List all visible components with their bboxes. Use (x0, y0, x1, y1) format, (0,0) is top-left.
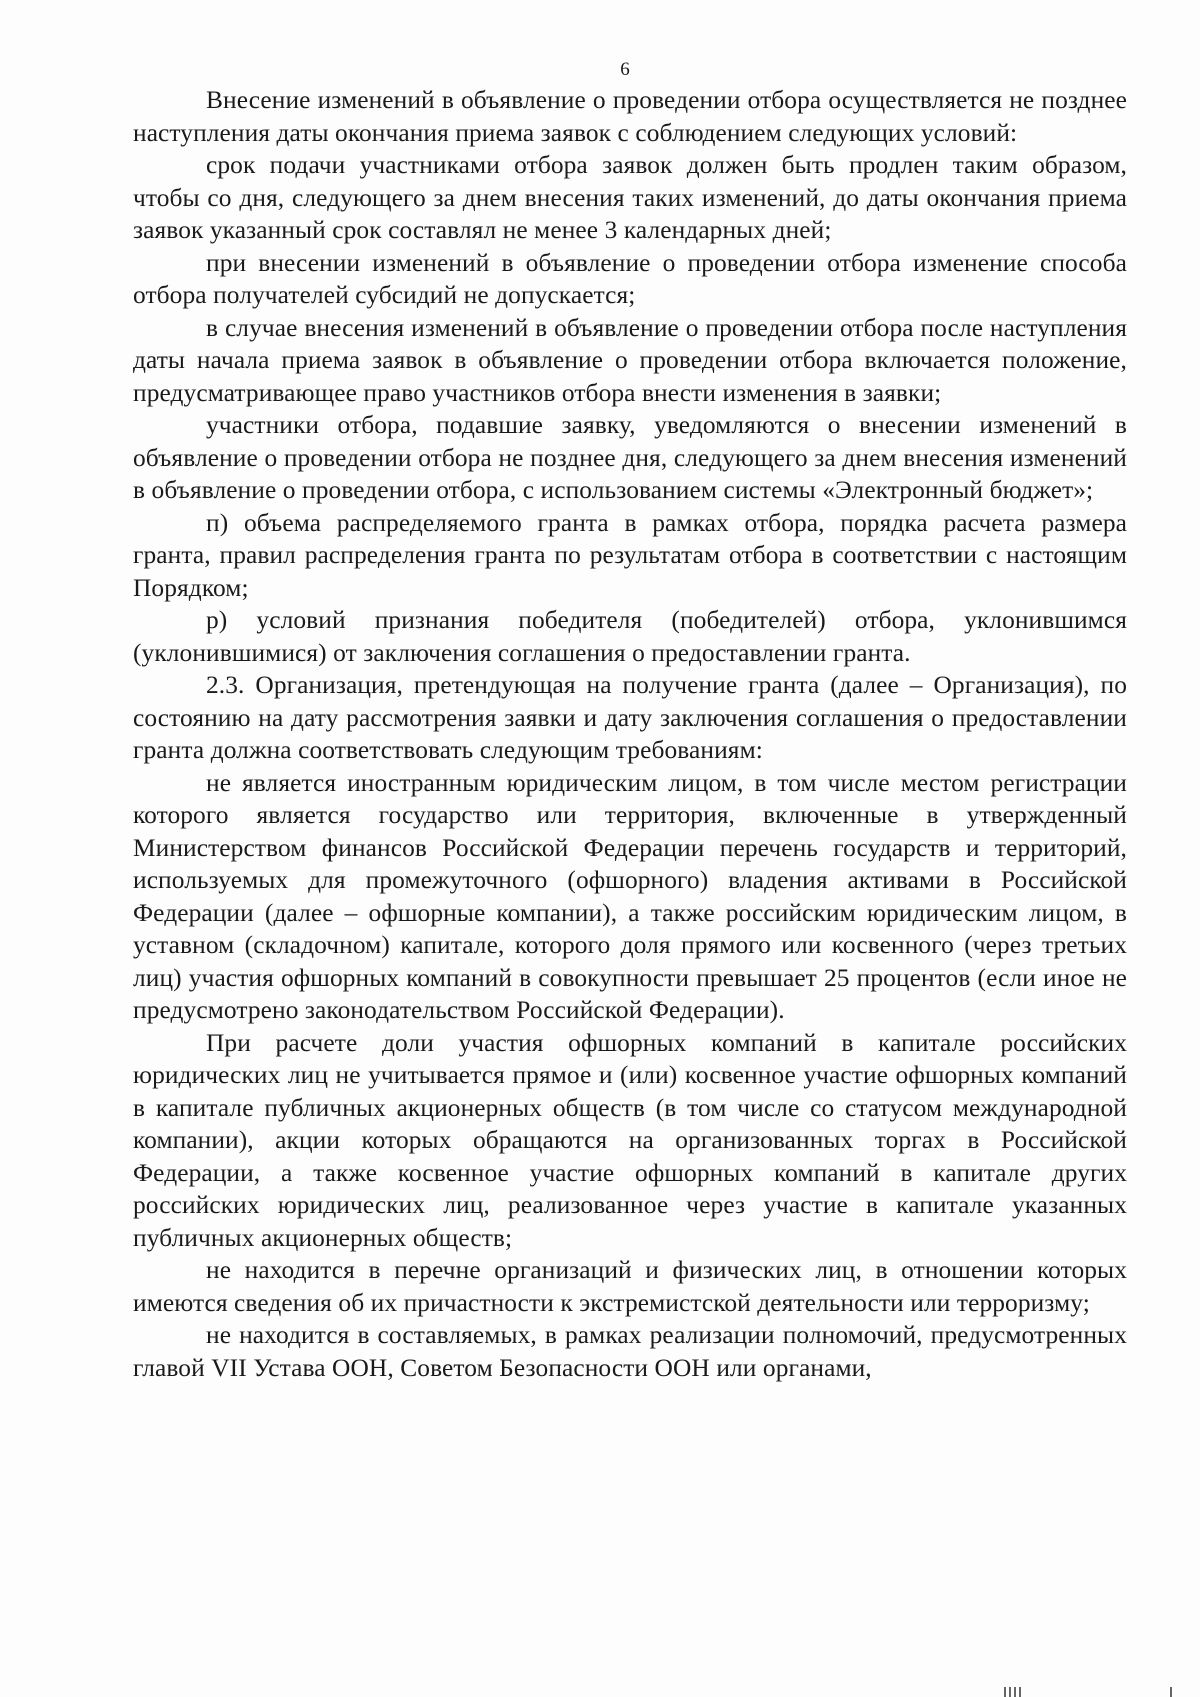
paragraph-offshore-calculation: При расчете доли участия офшорных компаний в капитале российских юридических лиц не учитывается прямое и (или) косвенное участие офшорных компаний в капитале публичных акционерных обществ (в том числе со статусом международной компании), акции которых обращаются на организованных торгах в Российской Федерации, а также косвенное участие офшорных компаний в капитале других российских юридических лиц, реализованное через участие в капитале указанных публичных акционерных обществ; (133, 1028, 1127, 1252)
paragraph-selection-method: при внесении изменений в объявление о проведении отбора изменение способа отбора получателей субсидий не допускается; (133, 248, 1127, 309)
scan-artifact-mark (1004, 1687, 1006, 1697)
document-body (133, 84, 1127, 1384)
scan-artifact-mark (1019, 1687, 1021, 1697)
paragraph-item-r: р) условий признания победителя (победителей) отбора, уклонившимся (уклонившимися) от заключения соглашения о предоставлении гранта. (133, 606, 1127, 667)
scan-artifact-mark (1170, 1687, 1172, 1697)
paragraph-foreign-entity: не является иностранным юридическим лицом, в том числе местом регистрации которого является государство или территория, включенные в утвержденный Министерством финансов Российской Федерации перечень государств и территорий, используемых для промежуточного (офшорного) владения активами в Российской Федерации (далее – офшорные компании), а также российским юридическим лицом, в уставном (складочном) капитале, которого доля прямого или косвенного (через третьих лиц) участия офшорных компаний в совокупности превышает 25 процентов (если иное не предусмотрено законодательством Российской Федерации). (133, 768, 1127, 1024)
scan-artifact-mark (1009, 1687, 1011, 1697)
paragraph-amendment-deadline: Внесение изменений в объявление о проведении отбора осуществляется не позднее наступления даты окончания приема заявок с соблюдением следующих условий: (133, 86, 1127, 147)
page-number: 6 (620, 59, 630, 80)
paragraph-application-changes: в случае внесения изменений в объявление о проведении отбора после наступления даты начала приема заявок в объявление о проведении отбора включается положение, предусматривающее право участников отбора внести изменения в заявки; (133, 313, 1127, 407)
paragraph-participant-notification: участники отбора, подавшие заявку, уведомляются о внесении изменений в объявление о проведении отбора не позднее дня, следующего за днем внесения изменений в объявление о проведении отбора, с использованием системы «Электронный бюджет»; (133, 411, 1127, 504)
paragraph-extremism-list: не находится в перечне организаций и физических лиц, в отношении которых имеются сведения об их причастности к экстремистской деятельности или терроризму; (133, 1256, 1127, 1317)
paragraph-section-2-3: 2.3. Организация, претендующая на получение гранта (далее – Организация), по состоянию на дату рассмотрения заявки и дату заключения соглашения о предоставлении гранта должна соответствовать следующим требованиям: (133, 671, 1127, 764)
paragraph-un-lists: не находится в составляемых, в рамках реализации полномочий, предусмотренных главой VII Устава ООН, Советом Безопасности ООН или органами, (133, 1321, 1127, 1382)
scan-artifact-mark (1014, 1687, 1016, 1697)
paragraph-submission-extension: срок подачи участниками отбора заявок должен быть продлен таким образом, чтобы со дня, следующего за днем внесения таких изменений, до даты окончания приема заявок указанный срок составлял не менее 3 календарных дней; (133, 151, 1127, 244)
paragraph-item-p: п) объема распределяемого гранта в рамках отбора, порядка расчета размера гранта, правил распределения гранта по результатам отбора в соответствии с настоящим Порядком; (133, 508, 1127, 602)
